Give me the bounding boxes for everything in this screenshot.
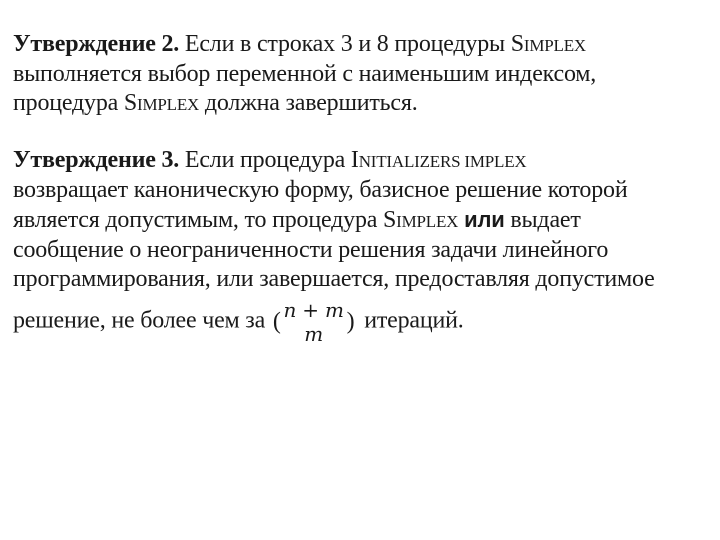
statement-3 bbox=[13, 146, 713, 346]
paren-open: ( bbox=[272, 308, 281, 335]
simplex-rest: IMPLEX bbox=[396, 212, 459, 231]
statement-3-line-3-text: является допустимым, то процедура bbox=[13, 207, 383, 233]
ili-word: или bbox=[458, 207, 505, 232]
statement-3-line-1 bbox=[13, 146, 713, 176]
statement-3-heading: Утверждение 3. bbox=[13, 147, 180, 173]
binomial-bottom: m bbox=[304, 322, 324, 346]
statement-2-line-3-text: процедура bbox=[13, 90, 124, 116]
initialize-initial: I bbox=[350, 147, 359, 173]
statement-3-line-5: программирования, или завершается, предоставляя допустимое bbox=[13, 266, 655, 292]
statement-2-line-2: выполняется выбор переменной с наименьшим индексом, bbox=[13, 61, 597, 87]
simplex-initial: S bbox=[123, 90, 138, 116]
statement-2 bbox=[13, 30, 713, 119]
simplex-initial: S bbox=[383, 207, 397, 233]
simplex-rest: IMPLEX bbox=[523, 36, 586, 55]
statement-3-line-2: возвращает каноническую форму, базисное решение которой bbox=[13, 177, 628, 203]
statement-3-line-6 bbox=[13, 298, 713, 346]
statement-2-line-1-text: Если в строках 3 и 8 процедуры bbox=[179, 31, 511, 57]
statement-3-line-1-text: Если процедура bbox=[179, 147, 351, 173]
binomial-top: n + m bbox=[283, 298, 344, 322]
statement-2-line-3 bbox=[13, 89, 713, 119]
statement-3-line-4: сообщение о неограниченности решения задачи линейного bbox=[13, 237, 609, 263]
statement-3-line-6-start: решение, не более чем за bbox=[13, 307, 271, 334]
statement-2-heading: Утверждение 2. bbox=[13, 31, 180, 57]
binomial-coefficient bbox=[273, 298, 355, 346]
statement-2-line-1 bbox=[13, 30, 713, 60]
paren-close: ) bbox=[346, 308, 355, 335]
statement-3-line-3 bbox=[13, 205, 713, 236]
initialize-rest: NITIALIZERS IMPLEX bbox=[358, 152, 527, 171]
binomial-stack bbox=[281, 298, 347, 346]
simplex-rest: IMPLEX bbox=[137, 95, 200, 114]
statement-2-line-3-end: должна завершиться. bbox=[199, 90, 418, 116]
simplex-initial: S bbox=[510, 31, 524, 57]
statement-3-line-3-end: выдает bbox=[504, 207, 581, 233]
statement-3-line-6-end: итераций. bbox=[358, 307, 464, 334]
